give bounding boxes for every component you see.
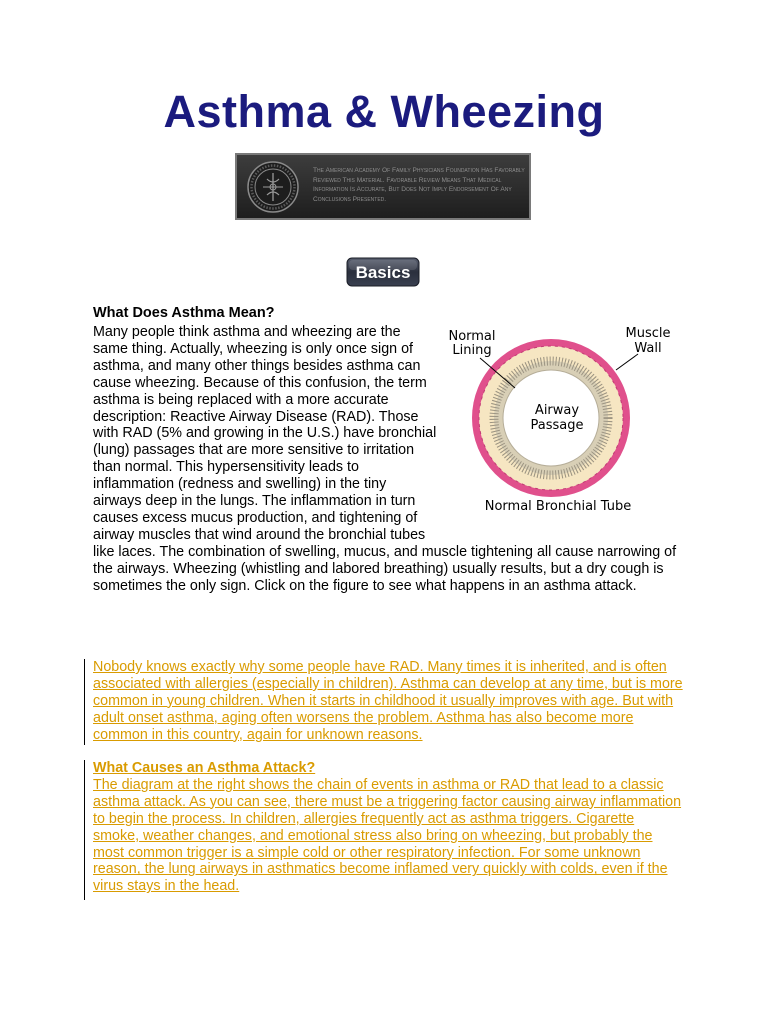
review-badge[interactable] [235,153,531,220]
basics-tab-label: Basics [355,263,411,282]
label-muscle: Muscle [625,326,671,341]
bronchial-tube-diagram [440,318,678,520]
rad-info-link[interactable]: Nobody knows exactly why some people have RAD. Many times it is inherited, and is often associated with allergies (especially in children). Asthma can develop at any time, but is more common in young children. When it starts in childhood it usually improves with age. But with adult onset asthma, aging often worsens the problem. Asthma has also become more common in this country, again for unknown reasons. [93,659,683,743]
basics-tab-graphic [346,257,420,287]
bronchial-tube-figure[interactable] [440,318,678,520]
seal-icon [245,159,301,215]
label-normal: Normal [448,329,496,344]
label-airway: Airway [534,403,580,418]
label-lining: Lining [452,343,492,358]
label-wall: Wall [634,341,662,356]
label-passage: Passage [530,418,584,433]
section-heading-meaning: What Does Asthma Mean? [93,305,275,321]
basics-tab[interactable] [346,257,420,287]
figure-caption: Normal Bronchial Tube [484,499,632,514]
causes-info-link[interactable]: The diagram at the right shows the chain of events in asthma or RAD that lead to a classic asthma attack. As you can see, there must be a triggering factor causing airway inflammation to begin the process. In children, allergies frequently act as asthma triggers. Cigarette smoke, weather changes, and emotional stress also bring on wheezing, but probably the most common trigger is a simple cold or other respiratory infection. For some unknown reason, the lung airways in asthmatics become inflamed very quickly with colds, even if the virus stays in the head. [93,776,682,895]
page-title: Asthma & Wheezing [163,86,605,137]
causes-heading-link[interactable]: What Causes an Asthma Attack? [93,760,316,776]
review-badge-text: The American Academy Of Family Physicians Foundation Has Favorably Reviewed This Material. Favorable Review Means That Medical Information Is Accurate, But Does Not Imply Endorsement Of Any Conclusions Presented. [313,167,525,203]
rad-info-block [84,659,684,745]
intro-paragraph: Many people think asthma and wheezing are the same thing. Actually, wheezing is only once sign of asthma, and many other things besides asthma can cause wheezing. Because of this confusion, the term asthma is being replaced with a more accurate description: Reactive Airway Disease (RAD). Those with RAD (5% and growing in the U.S.) have bronchial (lung) passages that are more sensitive to irritation than normal. This hypersensitivity leads to inflammation (redness and swelling) in the tiny airways deep in the lungs. The inflammation in turn causes excess mucus production, and tightening of airway muscles that wind around the bronchial tubes like laces. The combination of swelling, mucus, and muscle tightening all cause narrowing of the airways. Wheezing (whistling and labored breathing) usually results, but a dry cough is sometimes the only sign. Click on the figure to see what happens in an asthma attack. [93,324,677,594]
causes-info-block [84,760,684,900]
